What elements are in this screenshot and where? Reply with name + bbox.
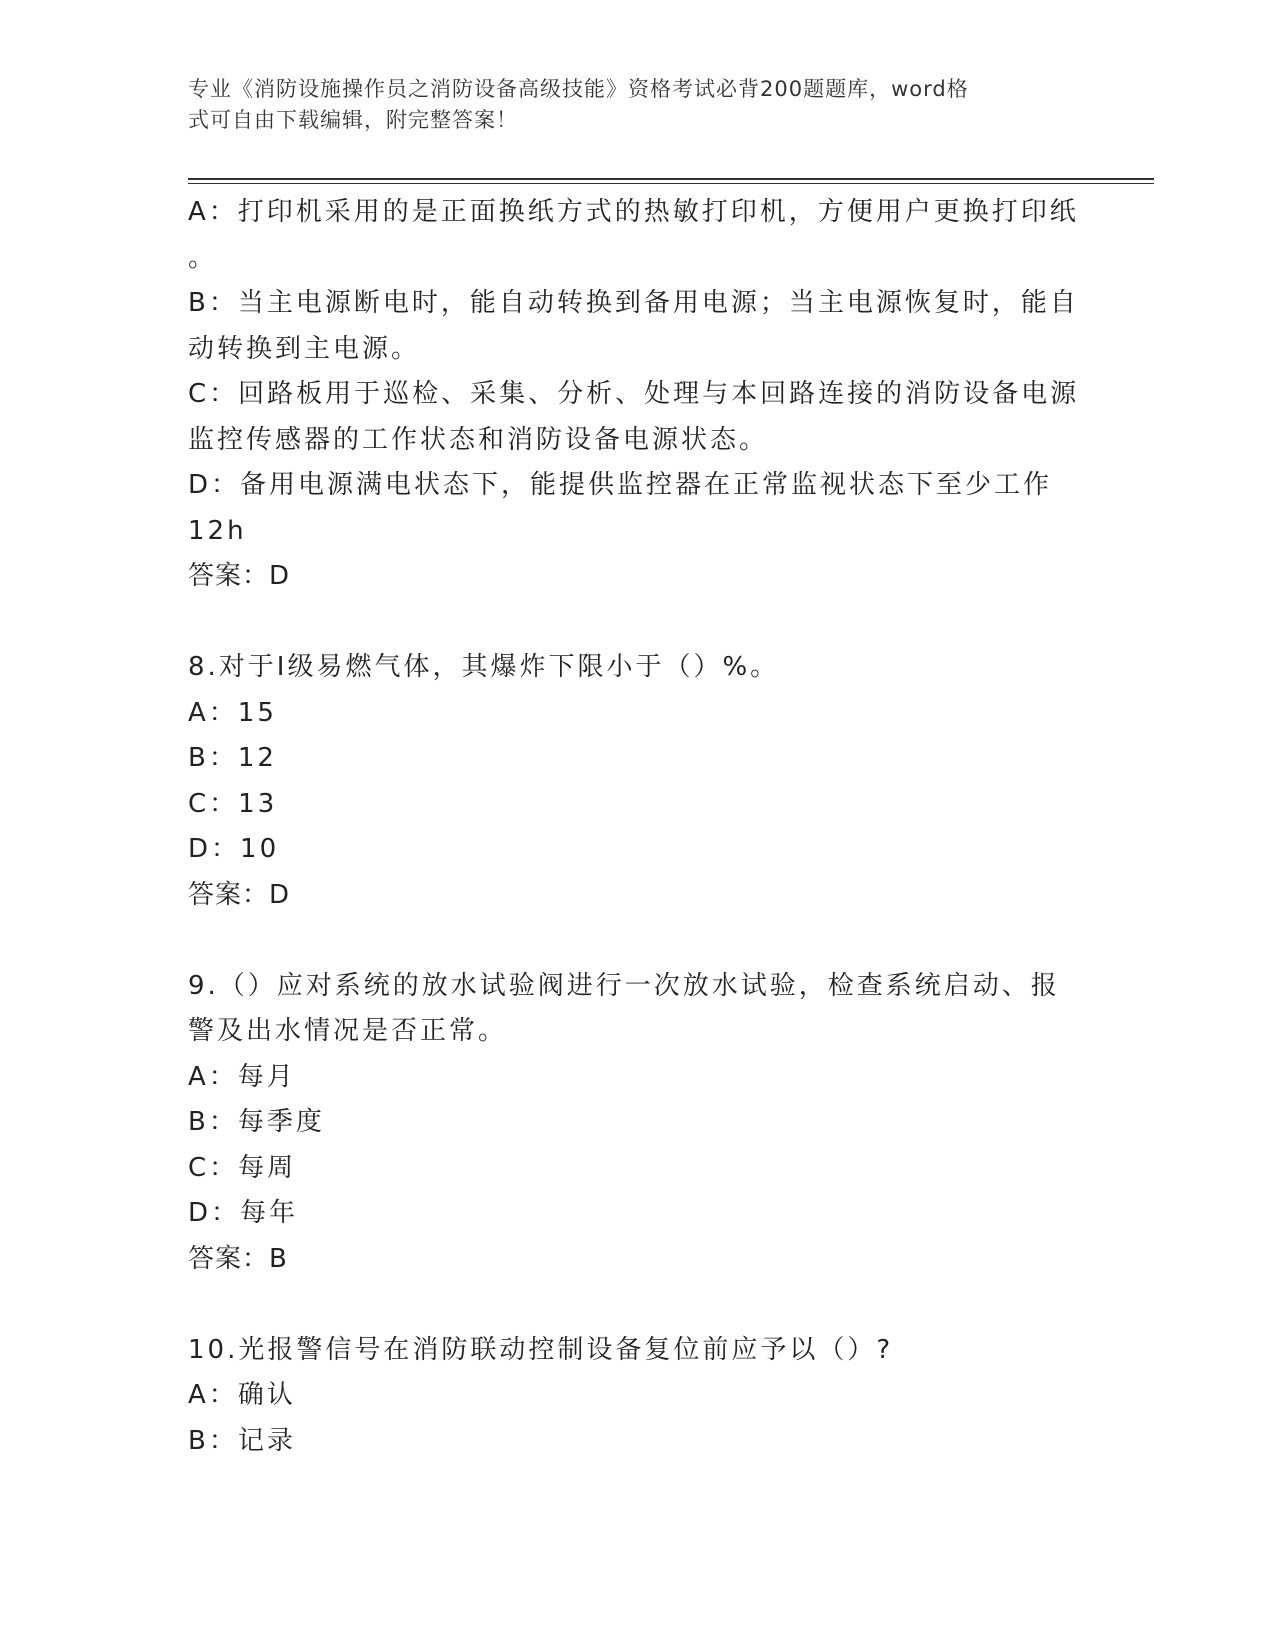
option-c-line-1: C：回路板用于巡检、采集、分析、处理与本回路连接的消防设备电源 [188,379,1080,409]
question-list [188,190,1088,1464]
option-d: D：每年 [188,1198,299,1228]
header-line-2: 式可自由下载编辑，附完整答案！ [188,108,518,132]
option-a: A：15 [188,697,277,728]
option-b: B：每季度 [188,1107,325,1137]
question-text: 10.光报警信号在消防联动控制设备复位前应予以（）? [188,1334,894,1365]
option-b-line-1: B：当主电源断电时，能自动转换到备用电源；当主电源恢复时，能自 [188,288,1079,318]
document-header [188,74,1068,136]
spacer [188,1282,1088,1328]
header-divider-thin [188,183,1154,184]
option-c-line-2: 监控传感器的工作状态和消防设备电源状态。 [188,424,769,455]
question-9 [188,964,1088,1283]
spacer [188,600,1088,646]
header-line-1: 专业《消防设施操作员之消防设备高级技能》资格考试必背200题题库，word格 [188,77,969,101]
question-text-line-2: 警及出水情况是否正常。 [188,1016,508,1046]
option-b: B：记录 [188,1425,296,1456]
question-7 [188,190,1088,600]
answer: 答案：B [188,1243,288,1274]
option-a-line-2: 。 [188,242,218,273]
question-text: 8.对于Ⅰ级易燃气体，其爆炸下限小于（）%。 [188,652,780,682]
option-a: A：确认 [188,1380,296,1410]
option-c: C：每周 [188,1152,297,1183]
option-a-line-1: A：打印机采用的是正面换纸方式的热敏打印机，方便用户更换打印纸 [188,197,1079,227]
question-8 [188,645,1088,918]
question-10 [188,1328,1088,1465]
spacer [188,918,1088,964]
option-d-line-1: D：备用电源满电状态下，能提供监控器在正常监视状态下至少工作 [188,470,1053,500]
option-b: B：12 [188,743,277,773]
option-d-line-2: 12h [188,515,247,546]
answer: 答案：D [188,879,291,910]
answer: 答案：D [188,561,291,591]
option-d: D：10 [188,834,280,864]
option-b-line-2: 动转换到主电源。 [188,333,421,364]
question-text-line-1: 9.（）应对系统的放水试验阀进行一次放水试验，检查系统启动、报 [188,970,1060,1001]
option-a: A：每月 [188,1061,296,1092]
header-divider-thick [188,178,1154,180]
option-c: C：13 [188,788,278,819]
